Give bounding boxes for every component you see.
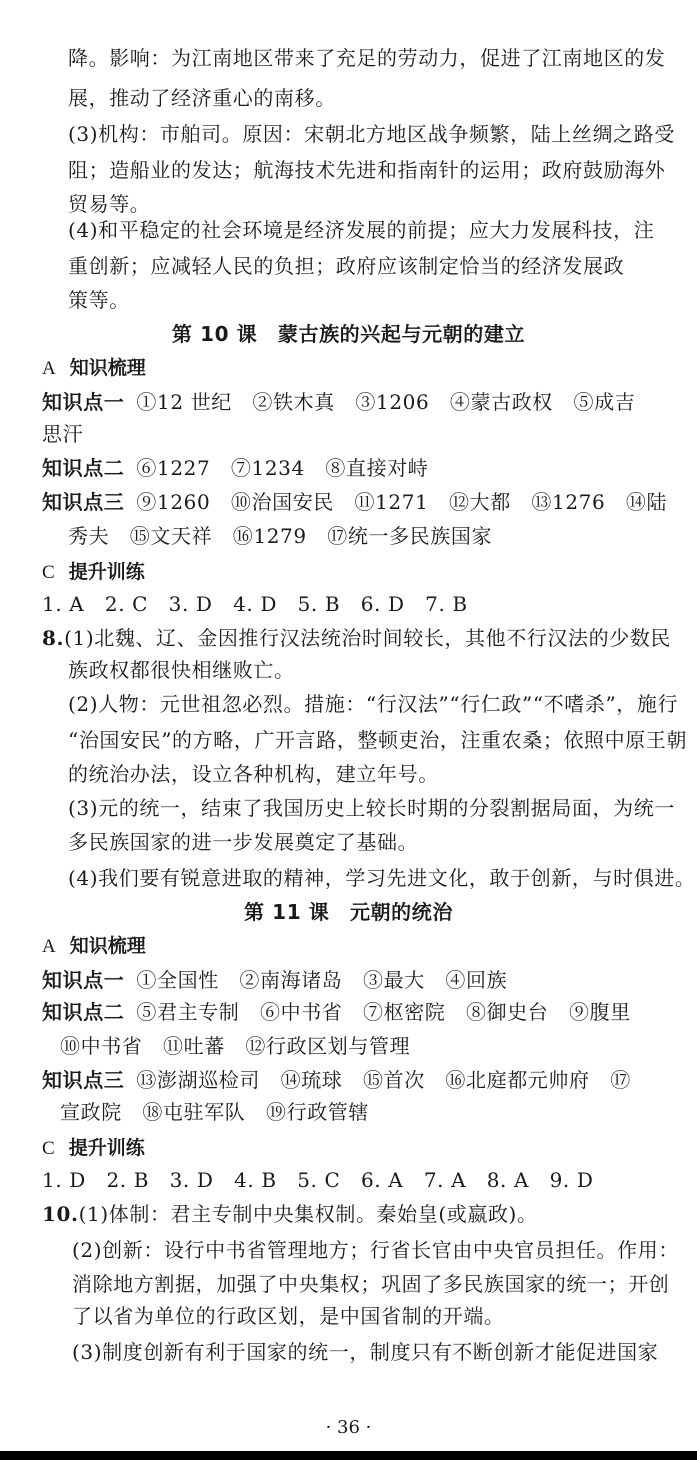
section-heading: 提升训练 xyxy=(68,561,145,583)
knowledge-point-answers: ①全国性 ②南海诸岛 ③最大 ④回族 xyxy=(136,968,508,992)
choice-answers: 1. A 2. C 3. D 4. D 5. B 6. D 7. B xyxy=(42,592,468,616)
text-line: 展，推动了经济重心的南移。 xyxy=(68,86,336,110)
question-8-line xyxy=(42,624,671,652)
text-line: 的统治办法，设立各种机构，建立年号。 xyxy=(68,762,439,786)
section-letter: C xyxy=(42,1138,55,1159)
text-line: 重创新；应减轻人民的负担；政府应该制定恰当的经济发展政 xyxy=(68,254,625,278)
bottom-edge-bar xyxy=(0,1451,697,1460)
text-line: (2)创新：设行中书省管理地方；行省长官由中央官员担任。作用： xyxy=(72,1238,679,1262)
text-line: 秀夫 ⑮文天祥 ⑯1279 ⑰统一多民族国家 xyxy=(68,524,493,548)
text-line: ⑩中书省 ⑪吐蕃 ⑫行政区划与管理 xyxy=(60,1034,411,1058)
section-letter: A xyxy=(42,358,56,379)
text-line: (2)人物：元世祖忽必烈。措施：“行汉法”“行仁政”“不嗜杀”，施行 xyxy=(68,692,679,716)
text-line: 思汗 xyxy=(42,422,84,446)
knowledge-point-1 xyxy=(42,388,635,416)
question-number: 10. xyxy=(42,1202,79,1226)
knowledge-point-answers: ①12 世纪 ②铁木真 ③1206 ④蒙古政权 ⑤成吉 xyxy=(136,390,636,414)
knowledge-point-label: 知识点一 xyxy=(42,968,125,992)
knowledge-point-label: 知识点二 xyxy=(42,456,125,480)
lesson-11-section-a xyxy=(42,932,146,961)
question-10-line xyxy=(42,1200,538,1228)
section-letter: A xyxy=(42,936,56,957)
section-heading: 提升训练 xyxy=(68,1137,145,1159)
text-line: (3)元的统一，结束了我国历史上较长时期的分裂割据局面，为统一 xyxy=(68,796,675,820)
lesson-10-section-a xyxy=(42,354,146,383)
knowledge-point-answers: ⑨1260 ⑩治国安民 ⑪1271 ⑫大都 ⑬1276 ⑭陆 xyxy=(136,490,668,514)
text-line: (4)和平稳定的社会环境是经济发展的前提；应大力发展科技，注 xyxy=(68,218,655,242)
text-line: (4)我们要有锐意进取的精神，学习先进文化，敢于创新，与时俱进。 xyxy=(68,866,696,890)
text-line: 贸易等。 xyxy=(68,192,151,216)
knowledge-point-label: 知识点三 xyxy=(42,1068,125,1092)
lesson-11-section-c xyxy=(42,1134,145,1163)
knowledge-point-label: 知识点一 xyxy=(42,390,125,414)
text-line: 多民族国家的进一步发展奠定了基础。 xyxy=(68,830,419,854)
lesson-10-section-c xyxy=(42,558,145,587)
text-line: 了以省为单位的行政区划，是中国省制的开端。 xyxy=(72,1304,505,1328)
knowledge-point-label: 知识点三 xyxy=(42,490,125,514)
answer-text: (1)体制：君主专制中央集权制。秦始皇(或嬴政)。 xyxy=(78,1202,538,1226)
lesson-10-title: 第 10 课 蒙古族的兴起与元朝的建立 xyxy=(171,322,526,346)
page-number: · 36 · xyxy=(325,1417,372,1438)
text-line: 族政权都很快相继败亡。 xyxy=(68,658,295,682)
section-letter: C xyxy=(42,562,55,583)
text-line: “治国安民”的方略，广开言路，整顿吏治，注重农桑；依照中原王朝 xyxy=(68,728,688,752)
section-heading: 知识梳理 xyxy=(69,935,146,957)
text-line: 降。影响：为江南地区带来了充足的劳动力，促进了江南地区的发 xyxy=(68,46,666,70)
text-line: 阻；造船业的发达；航海技术先进和指南针的运用；政府鼓励海外 xyxy=(68,158,666,182)
section-heading: 知识梳理 xyxy=(69,357,146,379)
knowledge-point-2 xyxy=(42,454,428,482)
knowledge-point-1 xyxy=(42,966,507,994)
text-line: 消除地方割据，加强了中央集权；巩固了多民族国家的统一；开创 xyxy=(72,1272,670,1296)
knowledge-point-answers: ⑬澎湖巡检司 ⑭琉球 ⑮首次 ⑯北庭都元帅府 ⑰ xyxy=(136,1068,631,1092)
knowledge-point-answers: ⑤君主专制 ⑥中书省 ⑦枢密院 ⑧御史台 ⑨腹里 xyxy=(136,1000,631,1024)
answer-text: (1)北魏、辽、金因推行汉法统治时间较长，其他不行汉法的少数民 xyxy=(64,626,672,650)
choice-answers: 1. D 2. B 3. D 4. B 5. C 6. A 7. A 8. A 9. D xyxy=(42,1168,594,1192)
knowledge-point-label: 知识点二 xyxy=(42,1000,125,1024)
knowledge-point-3 xyxy=(42,488,667,516)
knowledge-point-answers: ⑥1227 ⑦1234 ⑧直接对峙 xyxy=(136,456,429,480)
knowledge-point-3 xyxy=(42,1066,631,1094)
lesson-11-title: 第 11 课 元朝的统治 xyxy=(244,900,453,924)
question-number: 8. xyxy=(42,626,65,650)
text-line: (3)机构：市舶司。原因：宋朝北方地区战争频繁，陆上丝绸之路受 xyxy=(68,122,675,146)
text-line: 宣政院 ⑱屯驻军队 ⑲行政管辖 xyxy=(60,1100,369,1124)
text-line: 策等。 xyxy=(68,288,130,312)
knowledge-point-2 xyxy=(42,998,631,1026)
text-line: (3)制度创新有利于国家的统一，制度只有不断创新才能促进国家 xyxy=(72,1340,659,1364)
